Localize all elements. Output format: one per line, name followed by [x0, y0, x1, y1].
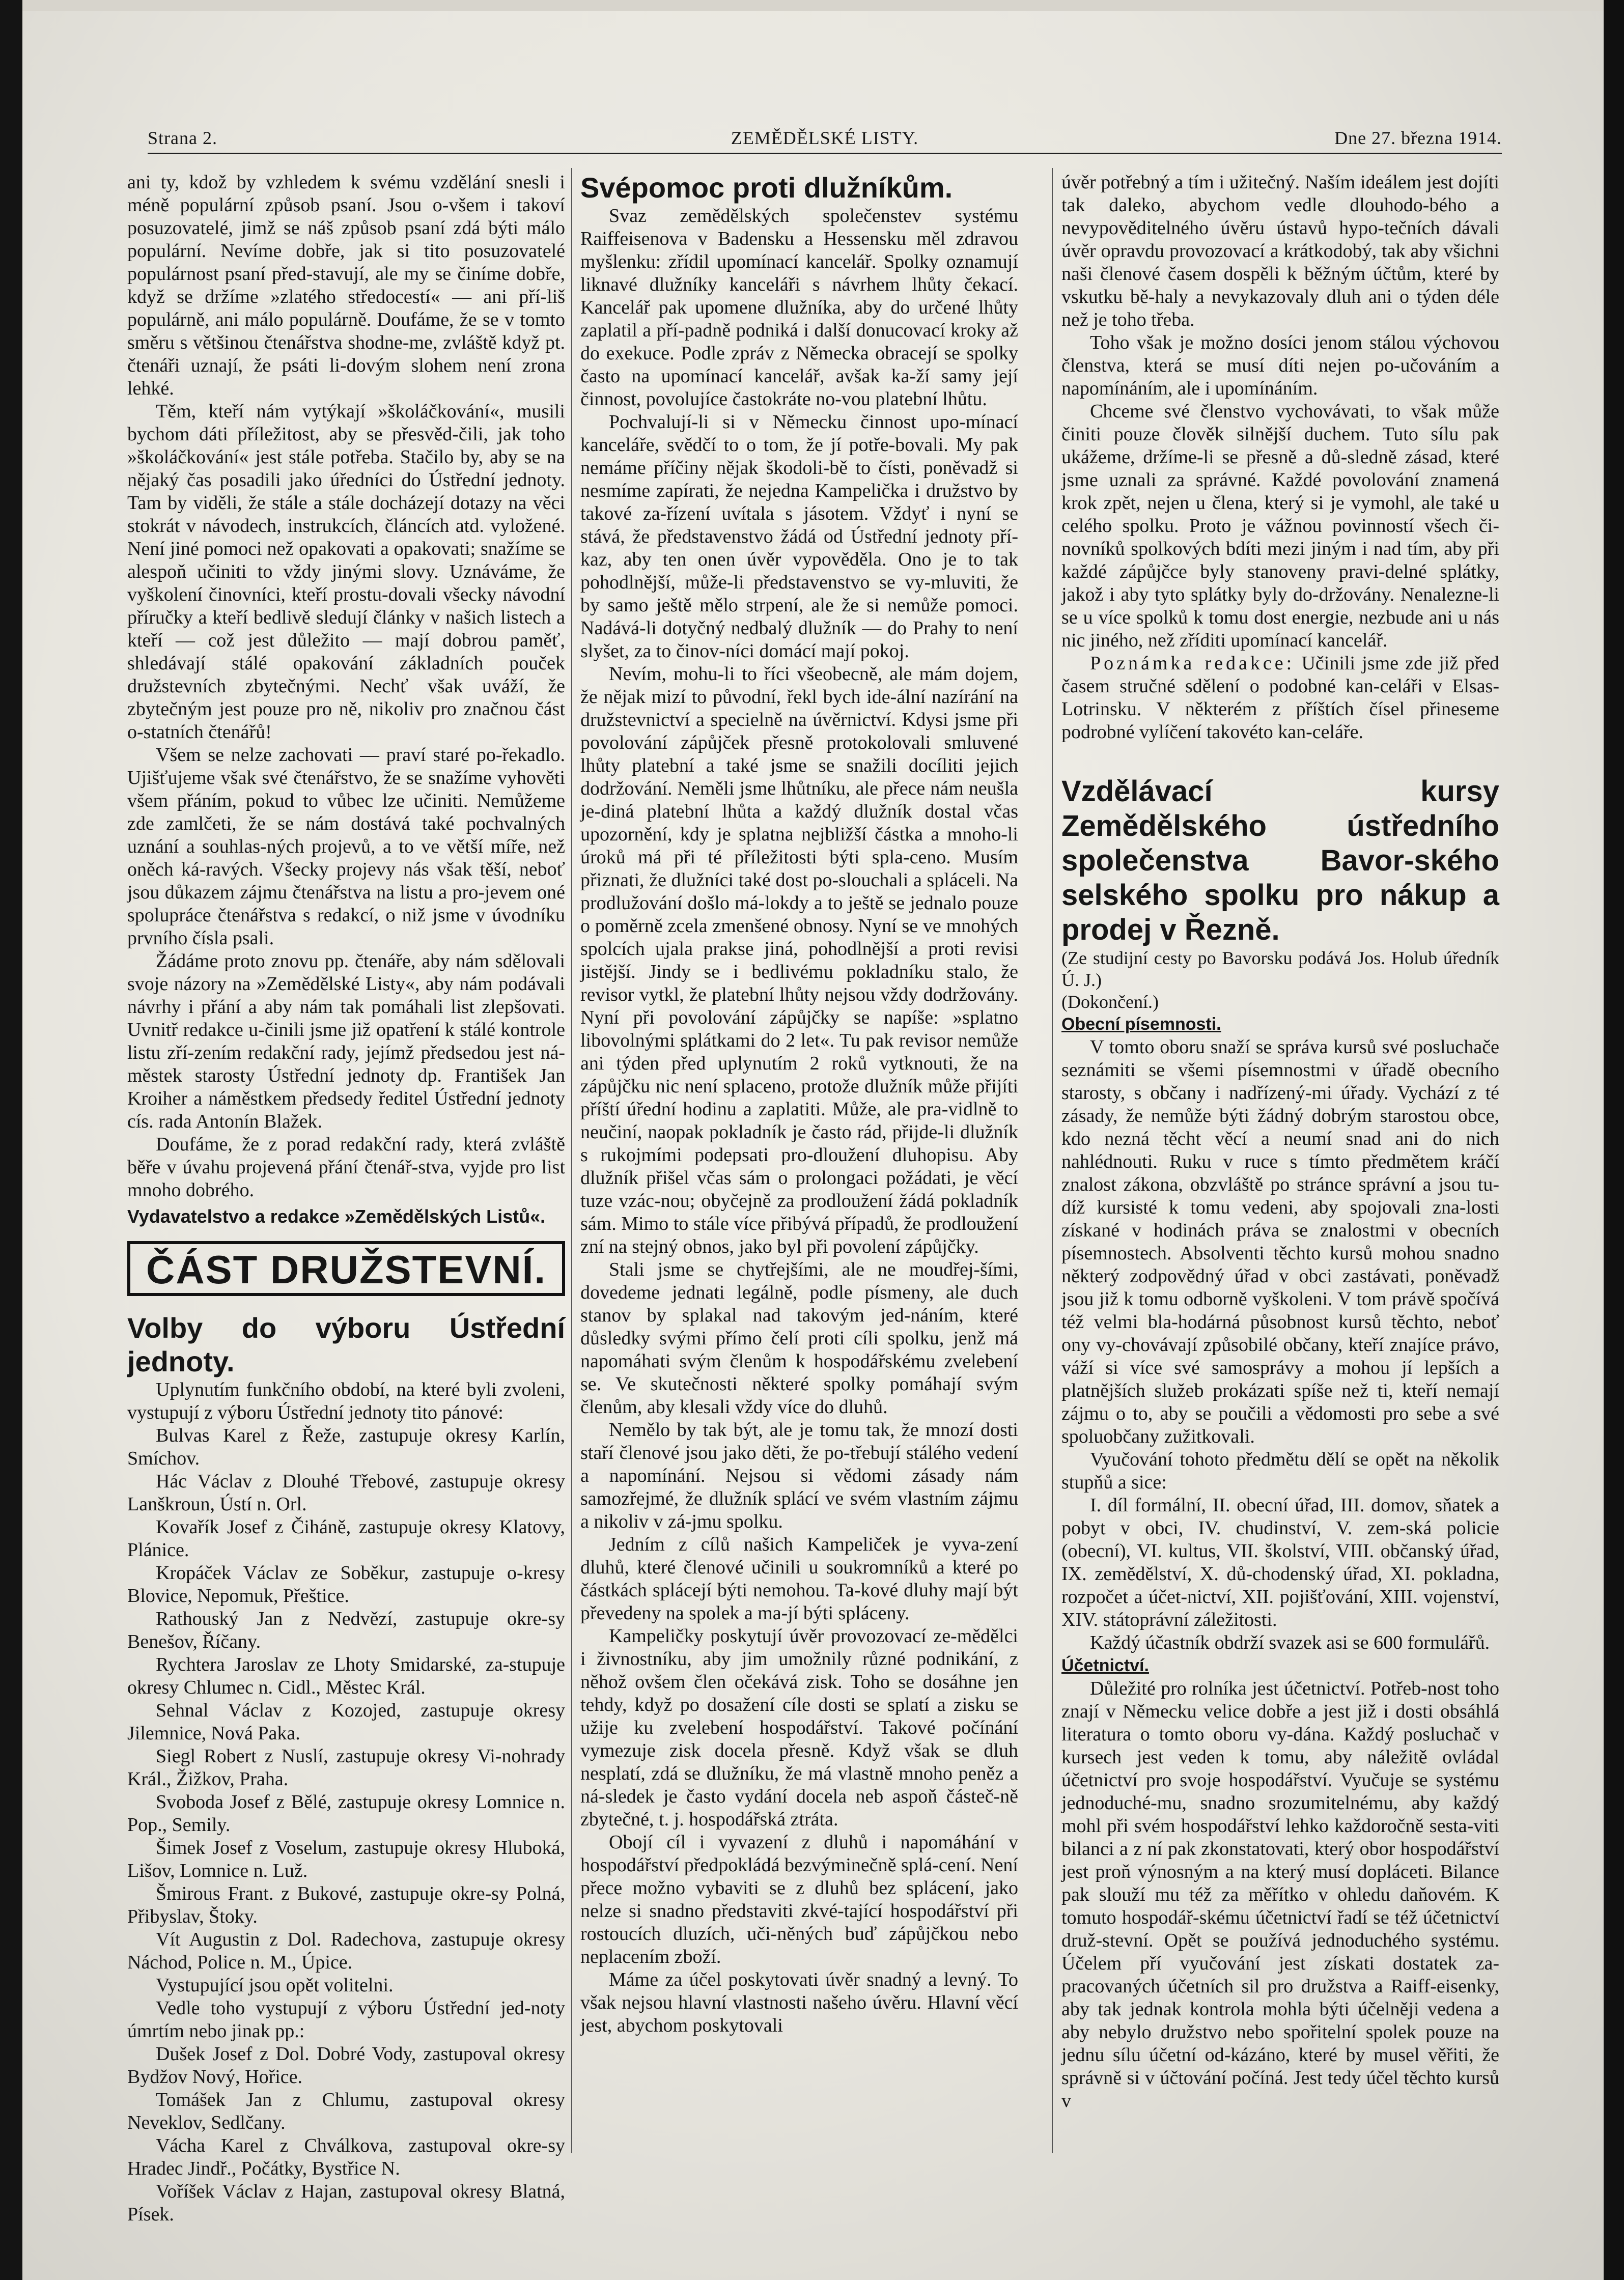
member-entry: Vít Augustin z Dol. Radechova, zastupuje okresy Náchod, Police n. M., Úpice.	[127, 1929, 565, 1973]
article-paragraph: Obojí cíl i vyvazení z dluhů i napomáhání v hospodářství předpokládá bezvýminečně splá-cení. Není přece možno vybaviti se z dluhů bez splácení, jako nelze si snadno představiti zkvé-tající hospodářství při rostoucích dluzích, uči-něných buď zápůjčkou nebo neplacením zboží.	[580, 1832, 1018, 1967]
member-entry: Šmirous Frant. z Bukové, zastupuje okre-sy Polná, Přibyslav, Štoky.	[127, 1883, 565, 1927]
column-3	[1061, 171, 1499, 2113]
member-entry: Vácha Karel z Chválkova, zastupoval okre-sy Hradec Jindř., Počátky, Bystřice N.	[127, 2135, 565, 2179]
continuation-note: (Dokončení.)	[1061, 992, 1159, 1012]
article-paragraph: V tomto oboru snaží se správa kursů své posluchače seznámiti se všemi písemnostmi v úřadě obecního starosty, s občany i nadřízený-mi úřady. Vychází z té zásady, že nemůže býti žádný dobrým starostou obce, kdo nezná těcht věcí a neumí snad ani do nich nahlédnouti. Ruku v ruce s tímto předmětem kráčí znalost zákona, obzvláště po stránce správní a jsou tu-díž kursisté k tomu vedeni, aby spojovali zna-losti získané v hodinách práva se znalostmi v obecních písemnostech. Absolventi těchto kursů mohou snadno některý zodpovědný úřad v obci zastávati, poněvadž jsou již k tomu odborně vyškoleni. V tom právě spočívá též velmi bla-hodárná působnost kursů těchto, neboť ony vy-chovávají způsobilé občany, kteří znajíce právo, váží si více své samosprávy a mohou jí lepších a platnějších služeb prokázati spíše než ti, kteří nemají zájmu o to, aby se poučili a vědomosti pro sebe a své spoluobčany zužitkovali.	[1061, 1036, 1499, 1447]
column-1	[127, 171, 565, 2226]
article-paragraph: Nemělo by tak být, ale je tomu tak, že mnozí dosti staří členové jsou jako děti, že po-třebují stálého vedení a napomínání. Nejsou si vědomi zásady nám samozřejmé, že dlužník splácí ve svém vlastním zájmu a nikoliv v zá-jmu spolku.	[580, 1419, 1018, 1532]
editorial-note	[1061, 652, 1499, 744]
member-entry: Voříšek Václav z Hajan, zastupoval okresy Blatná, Písek.	[127, 2181, 565, 2225]
member-entry: Kropáček Václav ze Soběkur, zastupuje o-kresy Blovice, Nepomuk, Přeštice.	[127, 1562, 565, 1607]
article-paragraph: Pochvalují-li si v Německu činnost upo-mínací kanceláře, svědčí to o tom, že jí potře-bovali. My pak nemáme příčiny nějak škodoli-bě to čísti, poněvadž si nesmíme zapírati, že nejedna Kampelička i družstvo by takové za-řízení uvítala s jásotem. Vždyť i nyní se stává, že představenstvo žádá od Ústřední jednoty pří-kaz, aby ten onen úvěr vypověděla. Ono je to tak pohodlnější, může-li představenstvo se vy-mluviti, že by samo ještě mělo strpení, ale že si nemůže pomoci. Nadává-li dotyčný nedbalý dlužník — do Prahy to není slyšet, za to činov-níci domácí mají pokoj.	[580, 411, 1018, 662]
article-paragraph: Žádáme proto znovu pp. čtenáře, aby nám sdělovali svoje názory na »Zemědělské Listy«, aby nám podávali návrhy i přání a aby nám tak pomáhali list zlepšovati. Uvnitř redakce u-činili jsme již opatření k stálé kontrole listu zří-zením redakční rady, jejímž předsedou jest ná-městek starosty Ústřední jednoty dp. František Jan Kroiher a náměstkem předsedy ředitel Ústřední jednoty cís. rada Antonín Blažek.	[127, 950, 565, 1132]
editorial-note-label: Poznámka redakce:	[1090, 653, 1295, 674]
article-paragraph: Kampeličky poskytují úvěr provozovací ze-mědělci i živnostníku, aby jim umožnily různé podnikání, z něhož ovšem člen očekává zisk. Toho se dosáhne jen tehdy, když po dosažení cíle dosti se splatí a zisku se užije ku zvelebení hospodářství. Takové počínání vymezuje zisk docela přesně. Když však se dluh nesplatí, zdá se dlužníku, že má vlastně mnoho peněz a ná-sledek je často vydání docela neb aspoň částeč-ně zbytečné, t. j. hospodářská ztráta.	[580, 1625, 1018, 1830]
member-entry: Šimek Josef z Voselum, zastupuje okresy Hluboká, Lišov, Lomnice n. Luž.	[127, 1837, 565, 1881]
article-paragraph: Toho však je možno dosíci jenom stálou výchovou členstva, která se musí díti nejen po-učováním a napomínáním, ale i upomínáním.	[1061, 332, 1499, 399]
member-entry: Dušek Josef z Dol. Dobré Vody, zastupoval okresy Bydžov Nový, Hořice.	[127, 2043, 565, 2088]
editorial-signature: Vydavatelstvo a redakce »Zemědělských Listů«.	[127, 1206, 546, 1227]
member-entry: Rychtera Jaroslav ze Lhoty Smidarské, za-stupuje okresy Chlumec n. Cidl., Městec Král.	[127, 1654, 565, 1698]
column-divider-1	[571, 168, 572, 2153]
member-entry: Tomášek Jan z Chlumu, zastupoval okresy Neveklov, Sedlčany.	[127, 2089, 565, 2133]
scan-left-edge	[0, 0, 22, 2280]
article-paragraph: Stali jsme se chytřejšími, ale ne moudřej-šími, dovedeme jednati legálně, podle písmeny, ale duch stanov by splakal nad takovým jed-náním, které důsledky svými přímo čelí proti cíli spolku, jenž má napomáhati svým členům k hospodářskému zvelebení se. Ve skutečnosti některé spolky pomáhají svým členům, aby klesali vždy více do dluhů.	[580, 1259, 1018, 1418]
article-paragraph: ani ty, kdož by vzhledem k svému vzdělání snesli i méně populární způsob psaní. Jsou o-všem i takoví posuzovatelé, jimž se náš způsob psaní zdá býti málo populární. Nevíme dobře, jak si tito posuzovatelé populárnost psaní před-stavují, ale my se činíme dobře, když se držíme »zlatého středocestí« — ani pří-liš populárně, ani málo populárně. Doufáme, že se v tomto směru s většinou čtenářstva shodne-me, zvláště když pt. čtenáři uznají, že psáti li-dovým slohem není zrona lehké.	[127, 172, 565, 399]
column-2	[580, 171, 1018, 2037]
member-entry: Hác Václav z Dlouhé Třebové, zastupuje okresy Lanškroun, Ústí n. Orl.	[127, 1471, 565, 1515]
article-paragraph: Těm, kteří nám vytýkají »školáčkování«, musili bychom dáti příležitost, aby se přesvěd-čili, jak toho »školáčkování« jest stále potřeba. Stačilo by, aby se na nějaký čas posadili jako úředníci do Ústřední jednoty. Tam by viděli, že stále a stále docházejí dotazy na věci stokrát v návodech, instrukcích, článcích atd. vyložené. Není jiné pomoci než opakovati a opakovati; snažíme se alespoň učiniti to vždy jinými slovy. Uznáváme, že vyškolení činovníci, kteří prostu-dovali všecky návodní příručky a kteří bedlivě sledují články v našich listech a kteří — což jest důležito — mají dobrou paměť, shledávají stálé opakování základních pouček družstevních zbytečnými. Nechť však uváží, že zbytečným jest pouze pro ně, nikoliv pro značnou část o-statních čtenářů!	[127, 401, 565, 743]
article-paragraph: Vedle toho vystupují z výboru Ústřední jed-noty úmrtím nebo jinak pp.:	[127, 1997, 565, 2042]
article-heading: Volby do výboru Ústřední jednoty.	[127, 1312, 565, 1377]
article-heading: Vzdělávací kursy Zemědělského ústředního společenstva Bavor-ského selského spolku pro nákup a prodej v Řezně.	[1061, 775, 1499, 946]
scan-right-edge	[1604, 0, 1624, 2280]
member-entry: Bulvas Karel z Řeže, zastupuje okresy Karlín, Smíchov.	[127, 1425, 565, 1469]
member-entry: Siegl Robert z Nuslí, zastupuje okresy Vi-nohrady Král., Žižkov, Praha.	[127, 1746, 565, 1790]
issue-date: Dne 27. března 1914.	[1334, 128, 1502, 148]
editorial-note-text: Učinili jsme zde již před časem stručné sdělení o podobné kan-celáři v Elsas-Lotrinsku. V některém z příštích čísel přineseme podrobné vylíčení takovéto kan-celáře.	[1061, 653, 1500, 743]
header-rule	[148, 153, 1502, 154]
member-entry: Rathouský Jan z Nedvězí, zastupuje okre-sy Benešov, Říčany.	[127, 1608, 565, 1652]
article-paragraph: I. díl formální, II. obecní úřad, III. domov, sňatek a pobyt v obci, IV. chudinství, V. zem-ská policie (obecní), VI. kultus, VII. školství, VIII. občanský úřad, IX. zemědělství, X. dů-chodenský úřad, XI. pokladna, rozpočet a účet-nictví, XII. pojišťování, XIII. vojenství, XIV. státoprávní záležitosti.	[1061, 1495, 1499, 1630]
article-paragraph: Svaz zemědělských společenstev systému Raiffeisenova v Badensku a Hessensku měl zdravou myšlenku: zřídil upomínací kancelář. Spolky oznamují liknavé dlužníky kanceláři s návrhem lhůty čekací. Kancelář pak upomene dlužníka, aby do určené lhůty zaplatil a pří-padně podniká i další donucovací kroky až do exekuce. Podle zpráv z Německa obracejí se spolky často na upomínací kancelář, avšak ka-ží samy její činnost, povolujíce častokráte no-vou platební lhůtu.	[580, 205, 1018, 410]
member-entry: Sehnal Václav z Kozojed, zastupuje okresy Jilemnice, Nová Paka.	[127, 1700, 565, 1744]
article-paragraph: Každý účastník obdrží svazek asi se 600 formulářů.	[1090, 1632, 1490, 1653]
article-paragraph: Vyučování tohoto předmětu dělí se opět na několik stupňů a sice:	[1061, 1449, 1499, 1493]
article-paragraph: úvěr potřebný a tím i užitečný. Naším ideálem jest dojíti tak daleko, abychom vedle dlouhodo-bého a nevypověditelného úvěru ústavů hypo-tečních dávali úvěr opravdu provozovací a krátkodobý, tak aby všichni naši členové časem dospěli k běžným účtům, které by vskutku bě-haly a nevykazovaly dluh ani o týden déle než je toho třeba.	[1061, 172, 1499, 330]
page-number: Strana 2.	[148, 128, 217, 148]
article-paragraph: Jedním z cílů našich Kampeliček je vyva-zení dluhů, které členové učinili u soukromníků a které po částkách splácejí býti nemohou. Ta-kové dluhy mají být převedeny na spolek a ma-jí býti spláceny.	[580, 1534, 1018, 1624]
newspaper-title: ZEMĚDĚLSKÉ LISTY.	[731, 128, 919, 148]
article-paragraph: Vystupující jsou opět volitelni.	[156, 1975, 394, 1996]
section-banner: ČÁST DRUŽSTEVNÍ.	[127, 1241, 565, 1296]
column-divider-2	[1052, 168, 1053, 2153]
article-heading: Svépomoc proti dlužníkům.	[580, 172, 953, 204]
article-paragraph: Všem se nelze zachovati — praví staré po-řekadlo. Ujišťujeme však své čtenářstvo, že se snažíme vyhověti všem přáním, pokud to vůbec lze učiniti. Nemůžeme zde zamlčeti, že se nám dostává také pochvalných uznání a souhlas-ných projevů, a to ve větší míře, než oněch ká-ravých. Všecky projevy nás však těší, neboť jsou důkazem zájmu čtenářstva na listu a pro-jevem oné spolupráce čtenářstva s redakcí, o niž jsme v úvodníku prvního čísla psali.	[127, 744, 565, 949]
article-paragraph: Uplynutím funkčního období, na které byli zvoleni, vystupují z výboru Ústřední jednoty tito pánové:	[127, 1379, 565, 1423]
article-paragraph: Doufáme, že z porad redakční rady, která zvláště běře v úvahu projevená přání čtenář-stva, vyjde pro list mnoho dobrého.	[127, 1134, 565, 1201]
member-entry: Svoboda Josef z Bělé, zastupuje okresy Lomnice n. Pop., Semily.	[127, 1791, 565, 1836]
subheading: Účetnictví.	[1061, 1656, 1149, 1675]
article-paragraph: Nevím, mohu-li to říci všeobecně, ale mám dojem, že nějak mizí to původní, řekl bych ide-ální nazírání na družstevnictví a specielně na úvěrnictví. Kdysi jsme při povolování zápůjček přesně protokolovali smluvené lhůty platební a také jsme se snažili docíliti jejich dodržování. Neměli jsme lhůtníku, ale přece nám neušla je-diná platební lhůta a každý dlužník dostal včas upozornění, kdy je splatna nejbližší částka a mnoho-li úroků má při té příležitosti býti spla-ceno. Musím přiznati, že dlužníci také dost po-slouchali a spláceli. Na prodlužování došlo má-lokdy a to ještě se jednalo pouze o poměrně zcela zmenšené obnosy. Nyní se ve mnohých spolcích ujala prakse jiná, pohodlnější a proti revisi jistější. Jindy se i bedlivému pokladníku stalo, že revisor vytkl, že platební lhůty nejsou vždy dodržovány. Nyní při povolování zápůjčky se napíše: »splatno libovolnými splátkami do 2 let«. Tu pak revisor nemůže ani týden před uplynutím 2 roků vytknouti, že na zápůjčku nic není splaceno, protože dlužník může přijíti příští úřední hodinu a zaplatiti. Může, ale pra-vidlně to neučiní, naopak pokladník je často rád, přijde-li dlužník s rukojmími podepsati pro-dloužení dluhopisu. Aby dlužník přišel včas sám o prolongaci požádati, je věcí tuze vzác-nou; obyčejně za prodloužení žádá pokladník sám. Mimo to stále více přibývá případů, že prodloužení zní na stejný obnos, jako byl při povolení zápůjčky.	[580, 663, 1018, 1257]
member-entry: Kovařík Josef z Čiháně, zastupuje okresy Klatovy, Plánice.	[127, 1516, 565, 1561]
subheading: Obecní písemnosti.	[1061, 1015, 1221, 1034]
article-paragraph: Důležité pro rolníka jest účetnictví. Potřeb-nost toho znají v Německu velice dobře a jest již i dosti obsáhlá literatura o tomto oboru vy-dána. Každý posluchač v kursech jest veden k tomu, aby náležitě ovládal účetnictví pro svoje hospodářství. Vyučuje se systému jednoduché-mu, snadno srozumitelnému, aby každý mohl při svém hospodářství lehko každoročně sesta-viti bilanci a z ní pak zkonstatovati, který obor hospodářství jest proň výnosným a na který musí dopláceti. Bilance pak slouží mu též za měřítko v ohledu daňovém. K tomuto hospodář-skému účetnictví řadí se též účetnictví druž-stevní. Opět se používá jednoduchého systému. Účelem pří vyučování jest získati dostatek za-pracovaných účetních sil pro družstva a Raiff-eisenky, aby tak jednak kontrola mohla býti účelněji vedena a aby nebylo družstvo nebo spořitelní spolek pouze na jednu sílu účetní od-kázáno, které by musel věřiti, že správně si v účtování počíná. Jest tedy účel těchto kursů v	[1061, 1678, 1499, 2112]
scan-top-edge	[0, 0, 1624, 11]
article-byline: (Ze studijní cesty po Bavorsku podává Jos. Holub úředník Ú. J.)	[1061, 948, 1499, 990]
page-header	[148, 127, 1502, 151]
article-paragraph: Máme za účel poskytovati úvěr snadný a levný. To však nejsou hlavní vlastnosti našeho úvěru. Hlavní věcí jest, abychom poskytovali	[580, 1969, 1018, 2036]
article-paragraph: Chceme své členstvo vychovávati, to však může činiti pouze člověk silnější duchem. Tuto sílu pak ukážeme, držíme-li se přesně a dů-sledně zásad, které jsme uznali za správné. Každé povolování znamená krok zpět, nejen u člena, který si je vymohl, ale také u celého spolku. Proto je vážnou povinností všech či-novníků spolkových bdíti mezi jiným i nad tím, aby při každé zápůjčce byly stanoveny pravi-delné splátky, jakož i aby tyto splátky byly do-držovány. Nenalezne-li se u více spolků k tomu dost energie, nezbude ani u nás nic jiného, než zříditi upomínací kancelář.	[1061, 401, 1499, 651]
